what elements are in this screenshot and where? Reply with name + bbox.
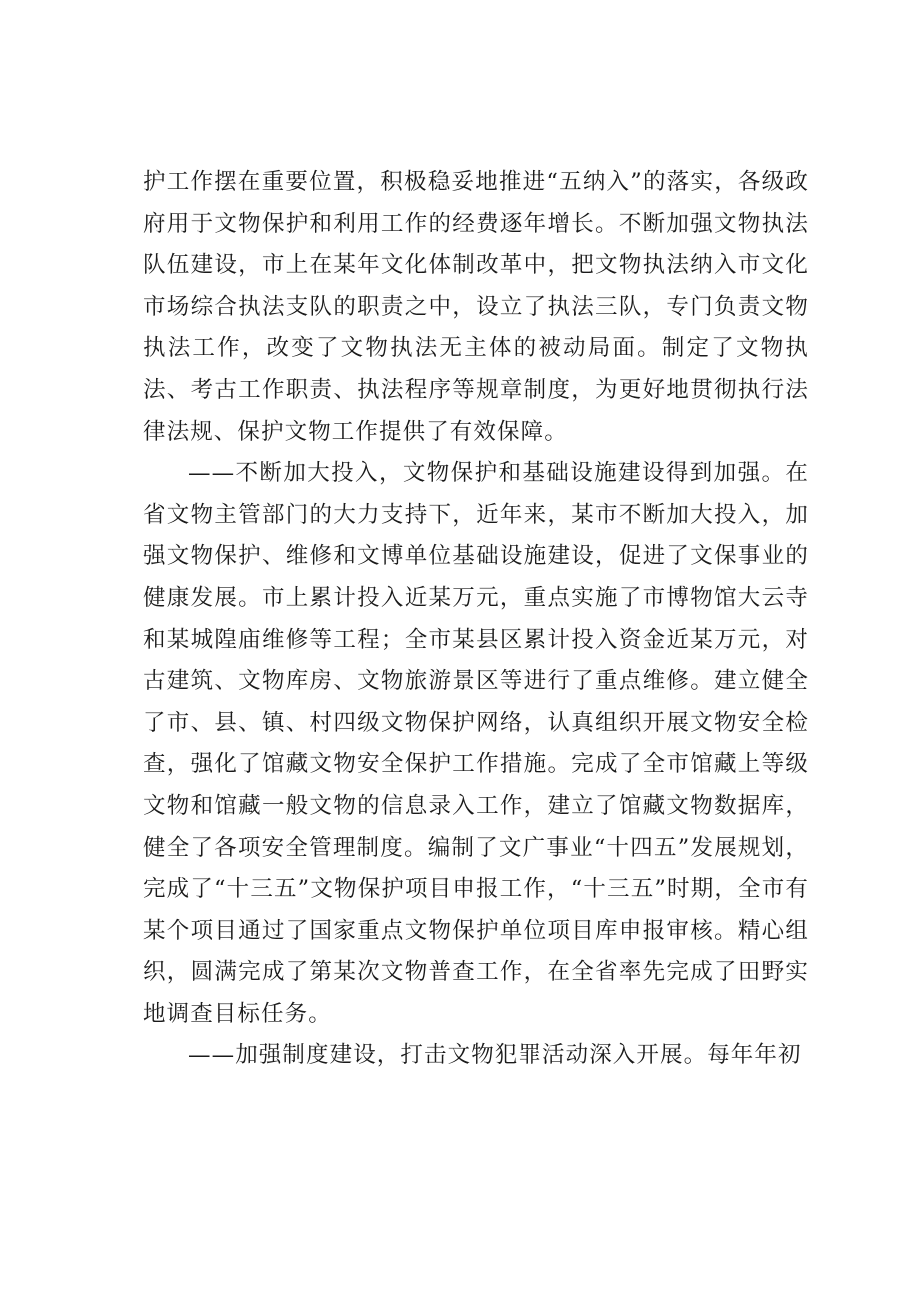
paragraph-3: ——加强制度建设，打击文物犯罪活动深入开展。每年年初 (188, 1042, 802, 1069)
document-body (143, 162, 809, 1077)
paragraph-2: ——不断加大投入，文物保护和基础设施建设得到加强。在省文物主管部门的大力支持下，近年来，某市不断加大投入，加强文物保护、维修和文博单位基础设施建设，促进了文保事业的健康发展。市上累计投入近某万元，重点实施了市博物馆大云寺和某城隍庙维修等工程；全市某县区累计投入资金近某万元，对古建筑、文物库房、文物旅游景区等进行了重点维修。建立健全了市、县、镇、村四级文物保护网络，认真组织开展文物安全检查，强化了馆藏文物安全保护工作措施。完成了全市馆藏上等级文物和馆藏一般文物的信息录入工作，建立了馆藏文物数据库，健全了各项安全管理制度。编制了文广事业“十四五”发展规划，完成了“十三五”文物保护项目申报工作，“十三五”时期，全市有某个项目通过了国家重点文物保护单位项目库申报审核。精心组织，圆满完成了第某次文物普查工作，在全省率先完成了田野实地调查目标任务。 (143, 460, 809, 1027)
paragraph-1: 护工作摆在重要位置，积极稳妥地推进“五纳入”的落实，各级政府用于文物保护和利用工作的经费逐年增长。不断加强文物执法队伍建设，市上在某年文化体制改革中，把文物执法纳入市文化市场综合执法支队的职责之中，设立了执法三队，专门负责文物执法工作，改变了文物执法无主体的被动局面。制定了文物执法、考古工作职责、执法程序等规章制度，为更好地贯彻执行法律法规、保护文物工作提供了有效保障。 (143, 169, 809, 445)
